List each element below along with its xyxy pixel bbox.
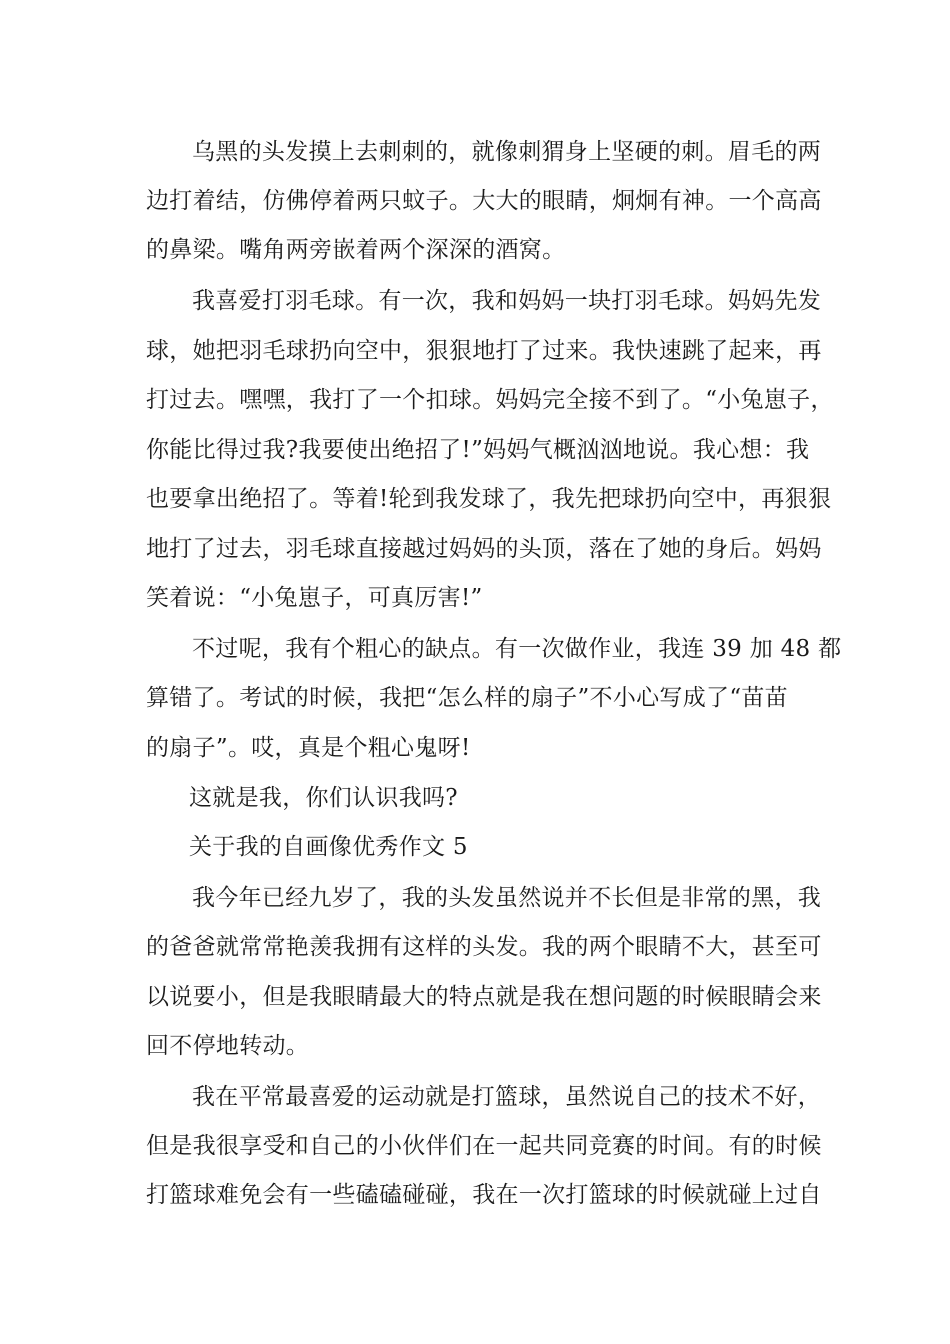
- text-line: 也要拿出绝招了。等着!轮到我发球了，我先把球扔向空中，再狠狠: [146, 486, 832, 512]
- text-line: 我今年已经九岁了，我的头发虽然说并不长但是非常的黑，我: [192, 885, 822, 911]
- section-heading: 关于我的自画像优秀作文 5: [189, 834, 468, 860]
- text-line: 我喜爱打羽毛球。有一次，我和妈妈一块打羽毛球。妈妈先发: [192, 288, 822, 314]
- text-line: 的鼻梁。嘴角两旁嵌着两个深深的酒窝。: [146, 237, 566, 263]
- text-line: 这就是我，你们认识我吗?: [189, 785, 458, 811]
- text-line: 笑着说：“小兔崽子，可真厉害!”: [146, 585, 483, 611]
- text-line: 但是我很享受和自己的小伙伴们在一起共同竞赛的时间。有的时候: [146, 1133, 822, 1159]
- text-line: 地打了过去，羽毛球直接越过妈妈的头顶，落在了她的身后。妈妈: [146, 536, 822, 562]
- text-line: 打篮球难免会有一些磕磕碰碰，我在一次打篮球的时候就碰上过自: [146, 1182, 822, 1208]
- text-line: 边打着结，仿佛停着两只蚊子。大大的眼睛，炯炯有神。一个高高: [146, 188, 822, 214]
- text-line: 算错了。考试的时候，我把“怎么样的扇子”不小心写成了“苗苗: [146, 685, 788, 711]
- text-line: 球，她把羽毛球扔向空中，狠狠地打了过来。我快速跳了起来，再: [146, 338, 822, 364]
- text-line: 打过去。嘿嘿，我打了一个扣球。妈妈完全接不到了。“小兔崽子，: [146, 387, 834, 413]
- text-line: 的爸爸就常常艳羡我拥有这样的头发。我的两个眼睛不大，甚至可: [146, 934, 822, 960]
- text-line: 以说要小，但是我眼睛最大的特点就是我在想问题的时候眼睛会来: [146, 984, 822, 1010]
- text-line: 回不停地转动。: [146, 1033, 310, 1059]
- text-line: 我在平常最喜爱的运动就是打篮球，虽然说自己的技术不好，: [192, 1084, 822, 1110]
- text-line: 乌黑的头发摸上去刺刺的，就像刺猬身上坚硬的刺。眉毛的两: [192, 139, 822, 165]
- text-line: 你能比得过我?我要使出绝招了!”妈妈气概汹汹地说。我心想：我: [146, 437, 810, 463]
- text-line: 的扇子”。哎，真是个粗心鬼呀!: [146, 735, 471, 761]
- text-line: 不过呢，我有个粗心的缺点。有一次做作业，我连 39 加 48 都: [192, 636, 842, 662]
